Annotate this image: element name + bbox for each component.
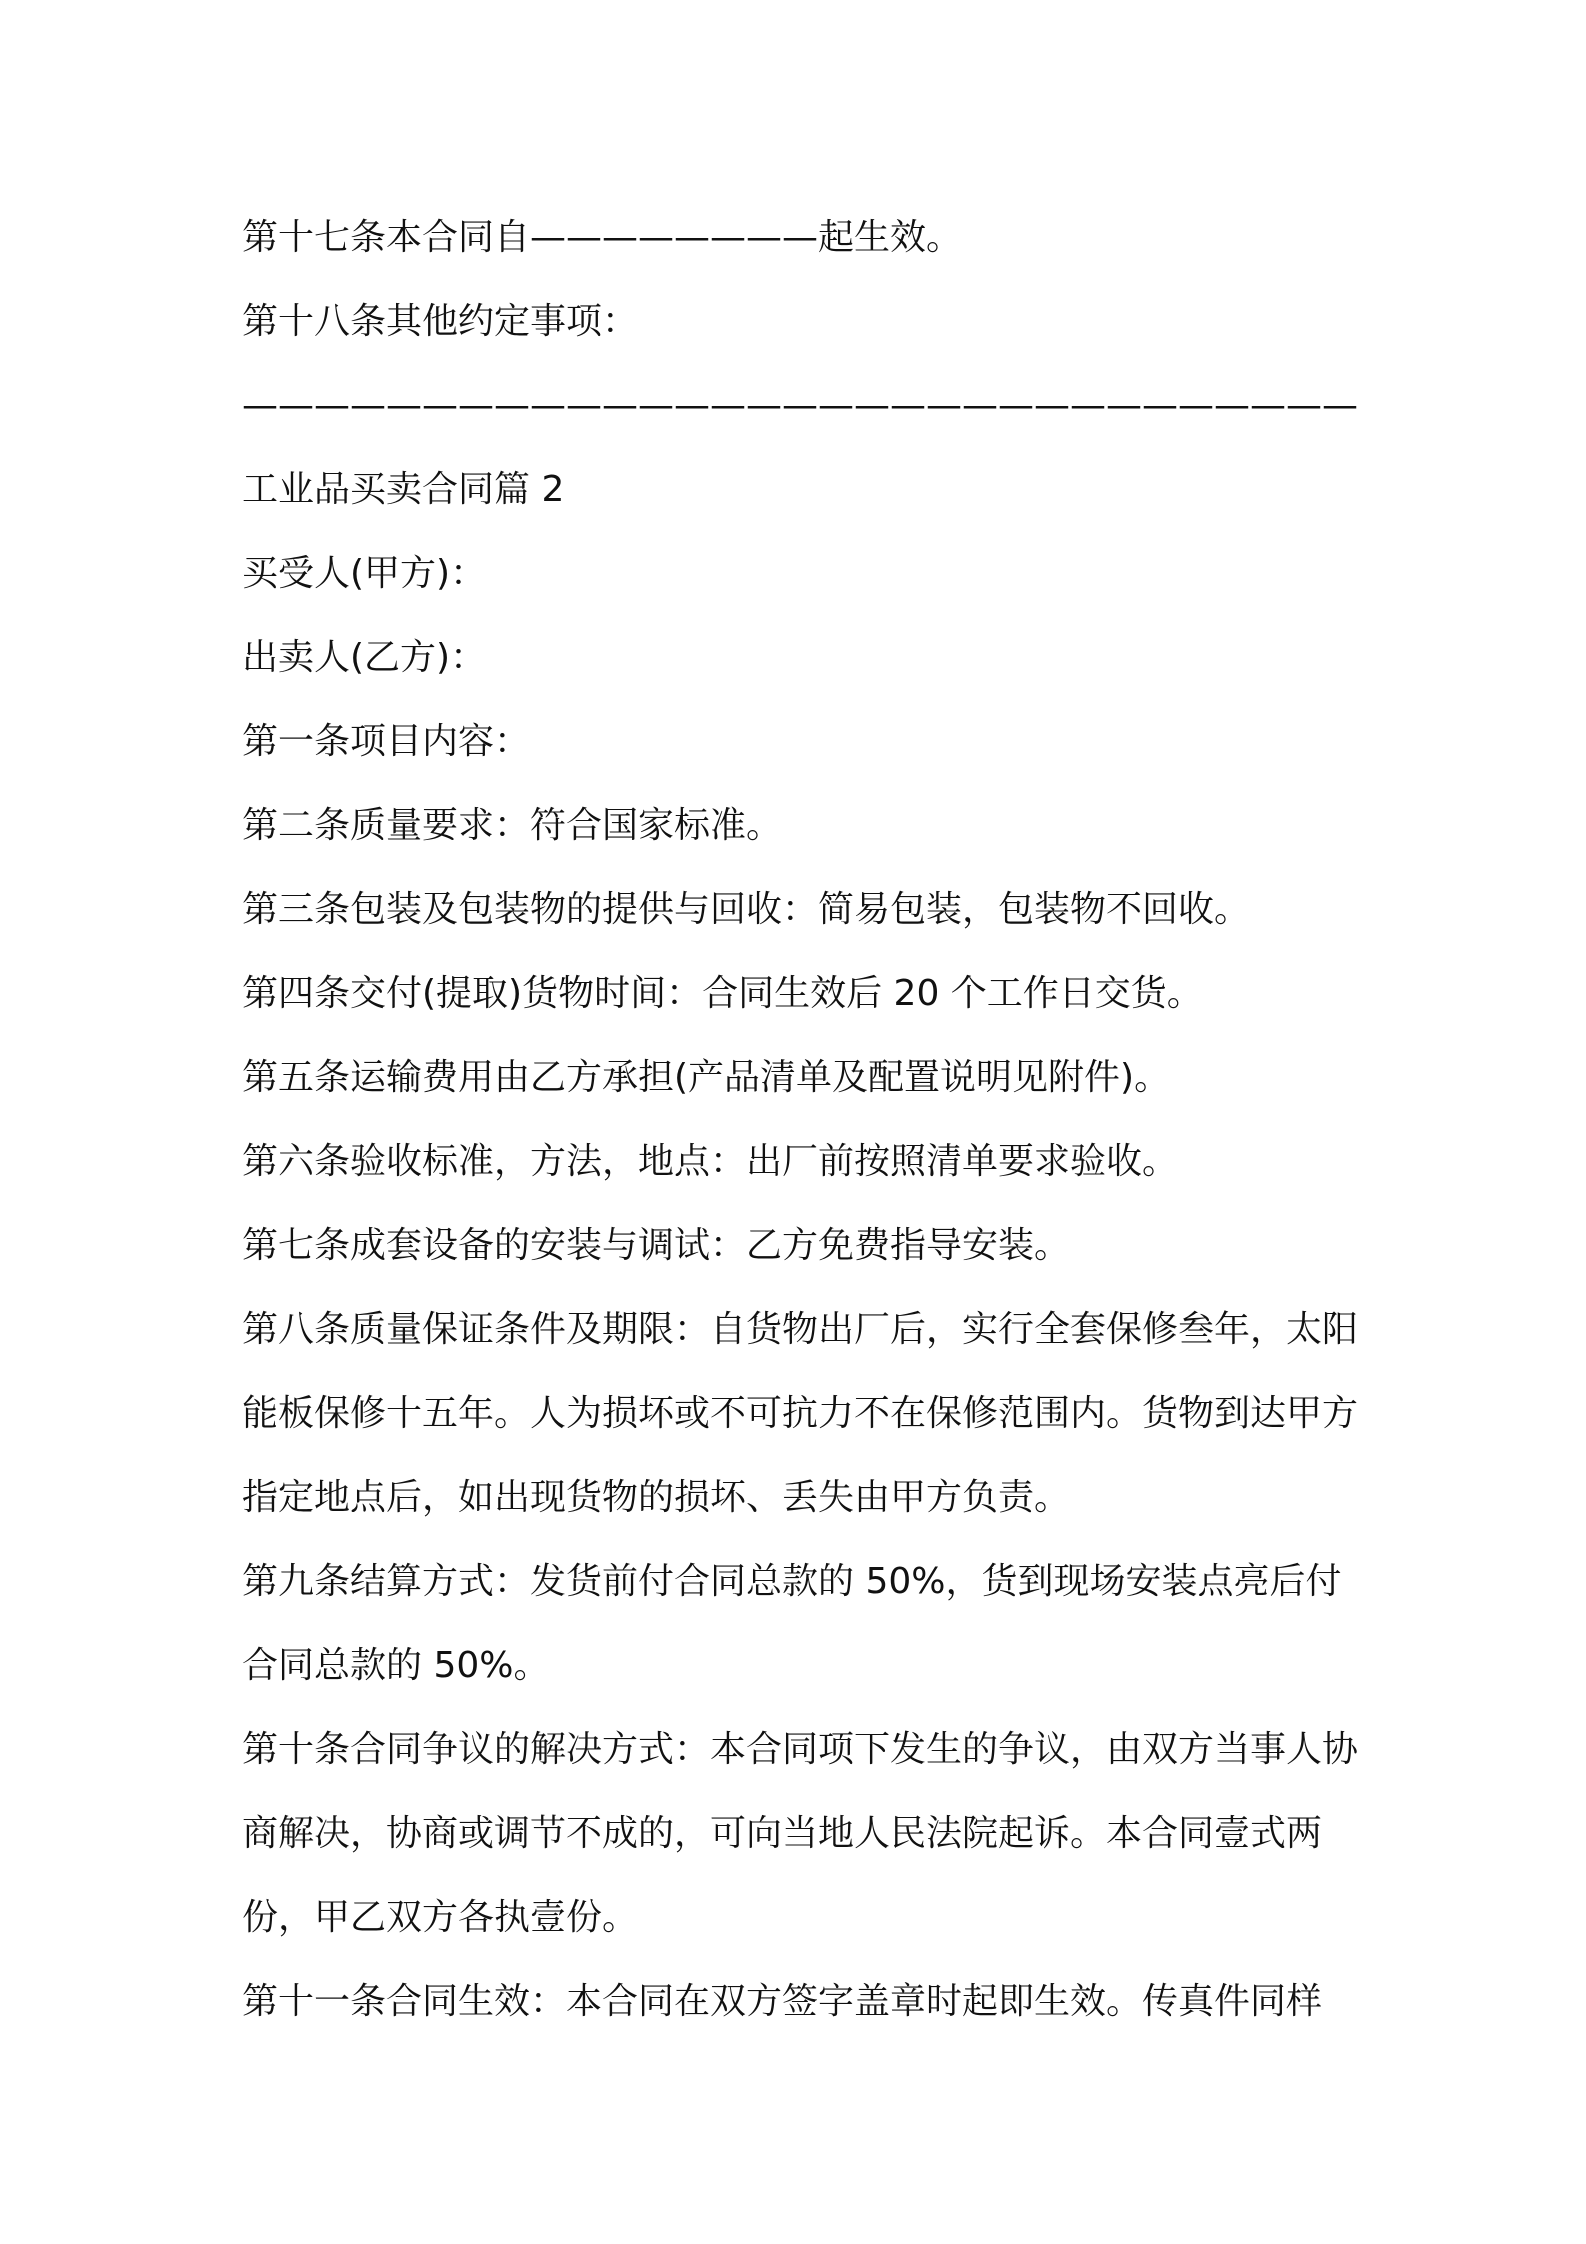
- clause-5: 第五条运输费用由乙方承担(产品清单及配置说明见附件)。: [242, 1057, 1171, 1098]
- section-heading: 工业品买卖合同篇 2: [242, 469, 565, 510]
- clause-18: 第十八条其他约定事项：———————————————————————————————: [242, 301, 1358, 426]
- clause-6: 第六条验收标准，方法，地点：出厂前按照清单要求验收。: [242, 1141, 1179, 1182]
- seller-line: 出卖人(乙方)：: [242, 637, 487, 678]
- clause-1: 第一条项目内容：: [242, 721, 531, 762]
- clause-2: 第二条质量要求：符合国家标准。: [242, 805, 783, 846]
- clause-3: 第三条包装及包装物的提供与回收：简易包装，包装物不回收。: [242, 889, 1251, 930]
- clause-9: 第九条结算方式：发货前付合同总款的 50%，货到现场安装点亮后付合同总款的 50%。: [242, 1561, 1342, 1686]
- clause-4: 第四条交付(提取)货物时间：合同生效后 20 个工作日交货。: [242, 973, 1203, 1014]
- clause-8: 第八条质量保证条件及期限：自货物出厂后，实行全套保修叁年，太阳能板保修十五年。人为损坏或不可抗力不在保修范围内。货物到达甲方指定地点后，如出现货物的损坏、丢失由甲方负责。: [242, 1309, 1359, 1518]
- clause-11: 第十一条合同生效：本合同在双方签字盖章时起即生效。传真件同样: [242, 1981, 1323, 2022]
- clause-10: 第十条合同争议的解决方式：本合同项下发生的争议，由双方当事人协商解决，协商或调节不成的，可向当地人民法院起诉。本合同壹式两份，甲乙双方各执壹份。: [242, 1729, 1359, 1938]
- clause-7: 第七条成套设备的安装与调试：乙方免费指导安装。: [242, 1225, 1071, 1266]
- buyer-line: 买受人(甲方)：: [242, 553, 487, 594]
- document-body: [242, 196, 1362, 2044]
- clause-17: 第十七条本合同自————————起生效。: [242, 217, 963, 258]
